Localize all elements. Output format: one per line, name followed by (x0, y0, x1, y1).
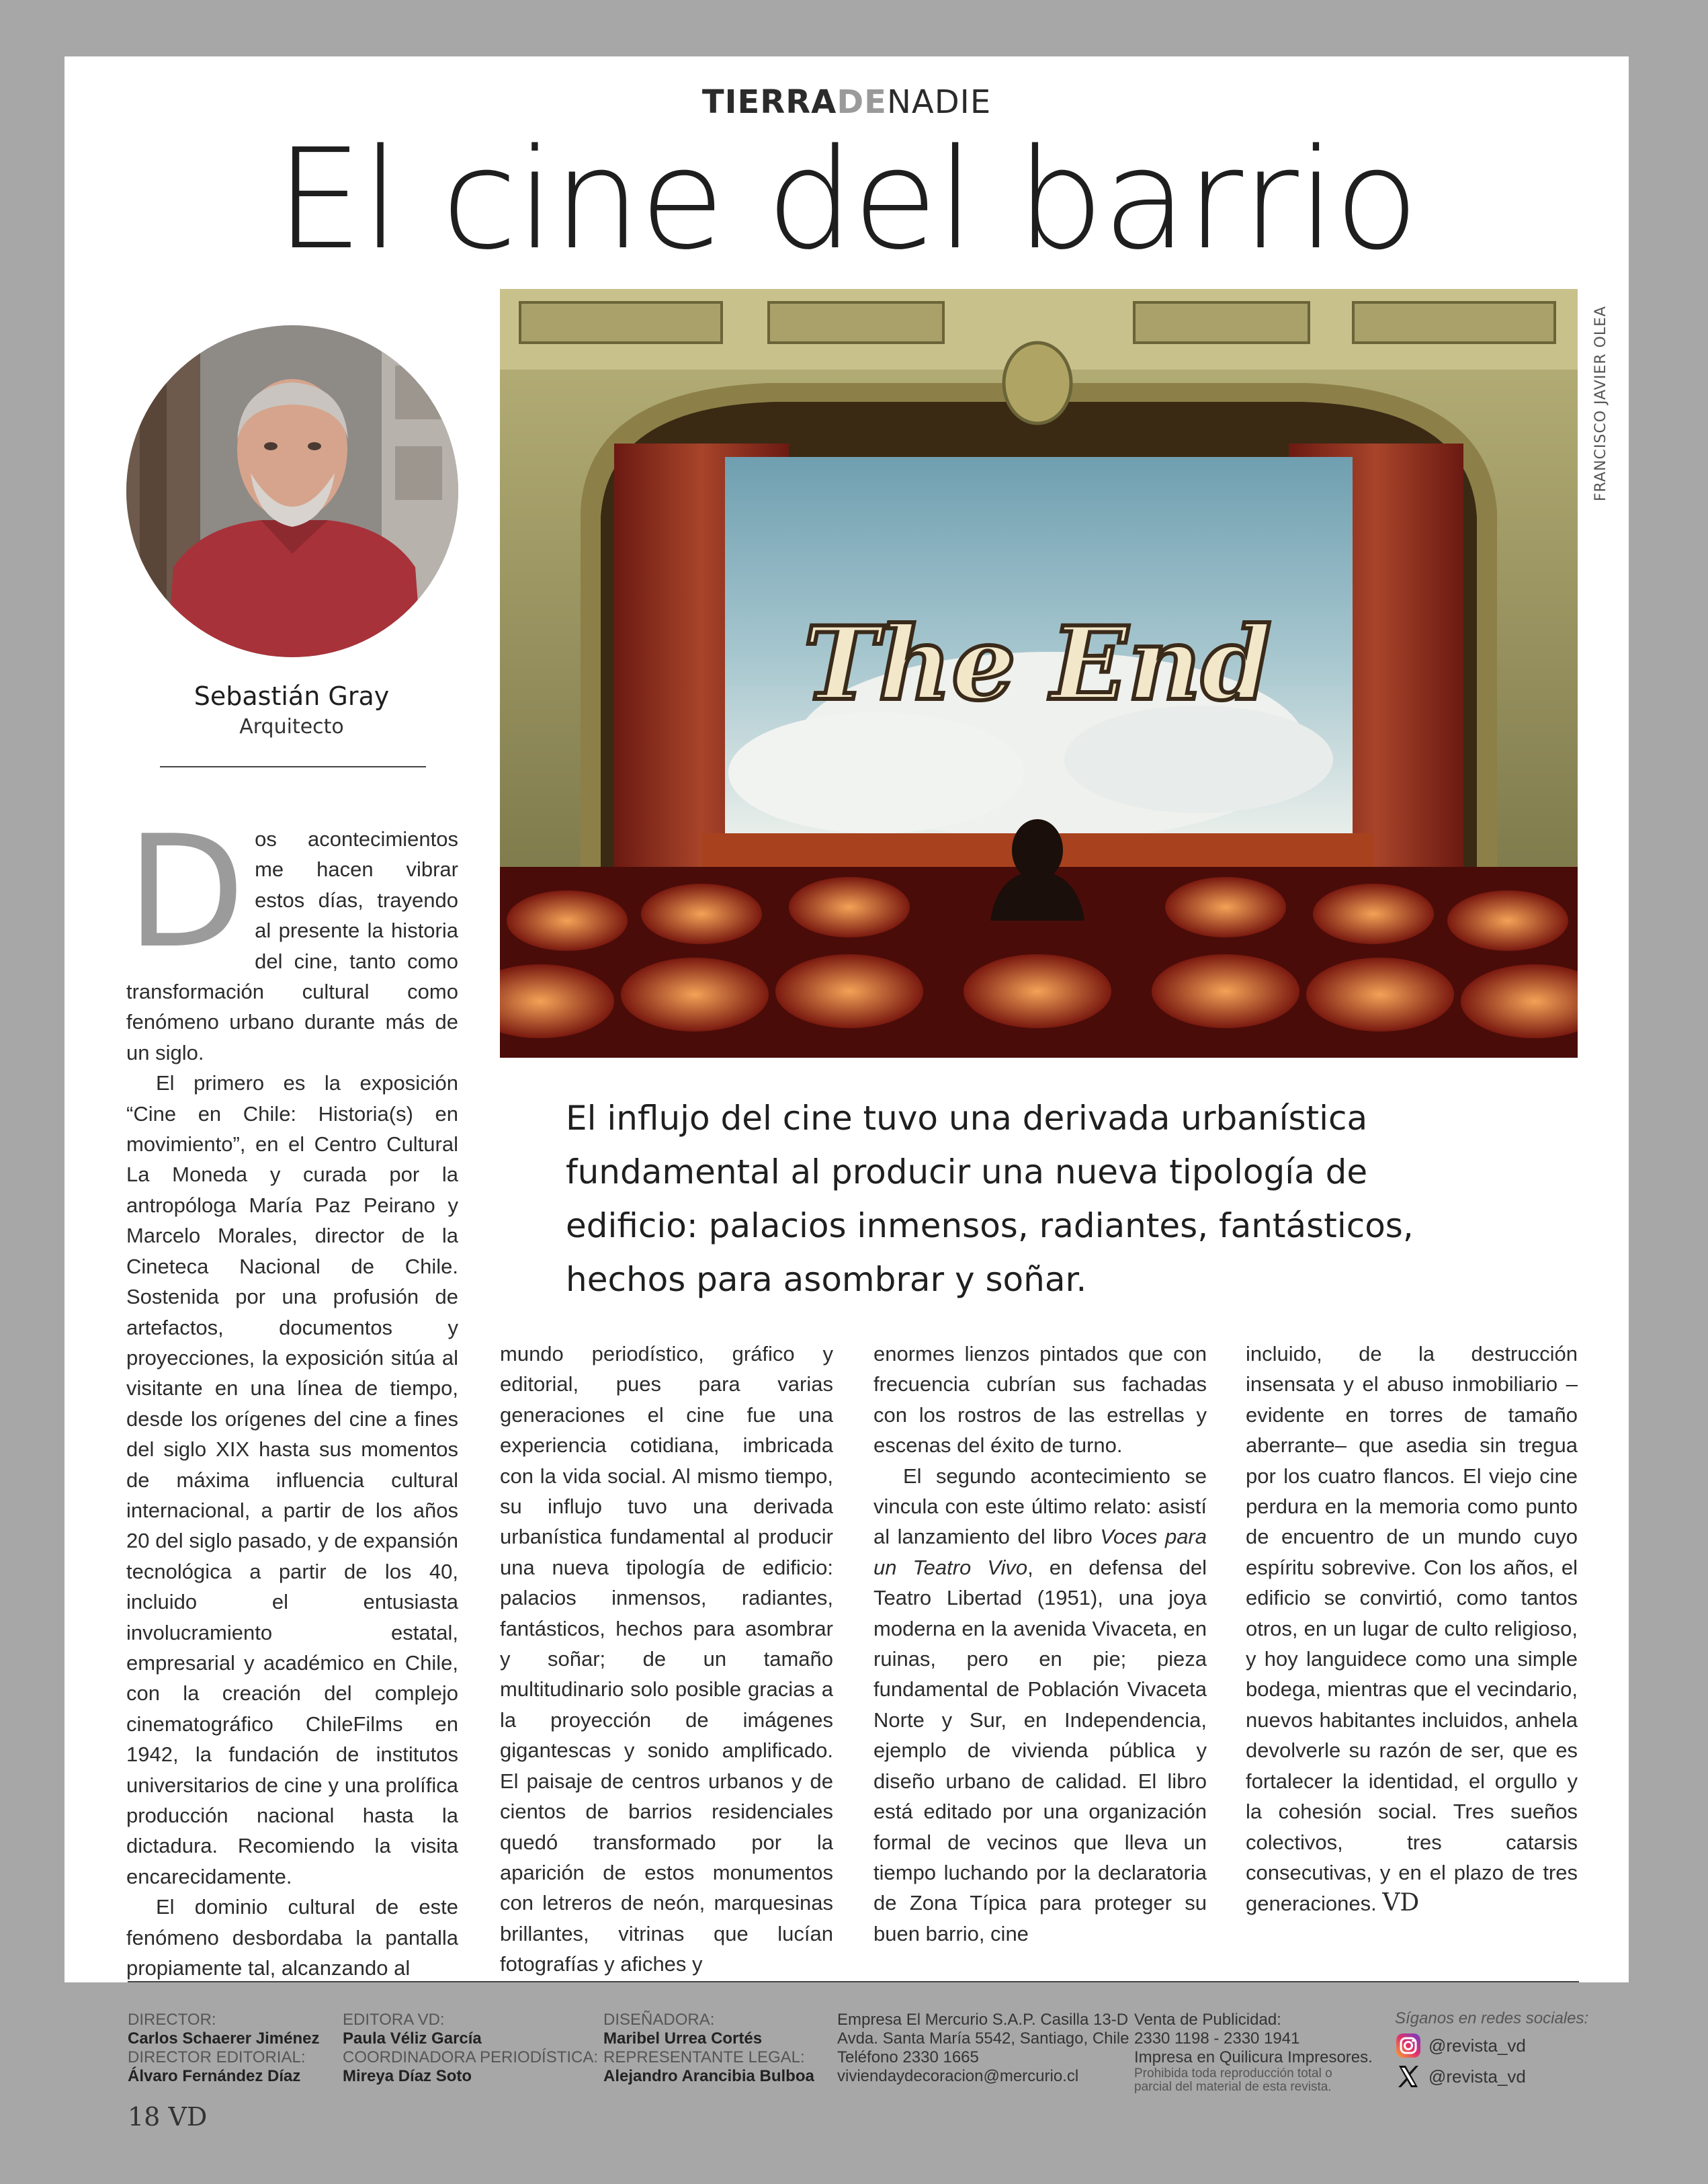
company-line: Avda. Santa María 5542, Santiago, Chile (837, 2029, 1129, 2048)
masthead-company (837, 2011, 1129, 2086)
screen-title-text: The End (803, 605, 1272, 723)
page-footer-number (128, 2102, 207, 2132)
book-title: Voces para un Teatro Vivo (873, 1525, 1207, 1579)
article-column-3 (873, 1339, 1207, 1949)
article-column-2 (500, 1339, 833, 1980)
end-signature: VD (1382, 1889, 1420, 1917)
coordinator-label: COORDINADORA PERIODÍSTICA: (343, 2048, 599, 2066)
editorial-director-name: Álvaro Fernández Díaz (128, 2067, 301, 2085)
article-column-1 (126, 803, 458, 1983)
coordinator-name: Mireya Díaz Soto (343, 2067, 472, 2085)
author-portrait (126, 325, 458, 657)
x-icon (1395, 2063, 1422, 2090)
paragraph: El primero es la exposición “Cine en Chile: Historia(s) en movimiento”, en el Centro Cultural La Moneda y curada por la antropóloga María Paz Peirano y Marcelo Morales, director de la Cineteca Nacional de Chile. Sostenida por una profusión de artefactos, documentos y proyecciones, la exposición sitúa al visitante en una línea de tiempo, desde los orígenes del cine a fines del siglo XIX hasta sus momentos de máxima influencia cultural internacional, a partir de los años 20 del siglo pasado, y de expansión tecnológica a partir de los 40, incluido el entusiasta involucramiento estatal, empresarial y académico en Chile, con la creación del complejo cinematográfico ChileFilms en 1942, la fundación de institutos universitarios de cine y una prolífica producción nacional hasta la dictadura. Recomiendo la visita encarecidamente. (126, 1071, 458, 1888)
paragraph (126, 803, 458, 1068)
legal-rep-name: Alejandro Arancibia Bulboa (603, 2067, 814, 2085)
designer-name: Maribel Urrea Cortés (603, 2029, 763, 2048)
paragraph-text: , en defensa del Teatro Libertad (1951), una joya moderna en la avenida Vivaceta, en ruinas, pero en pie; pieza fundamental de Población Vivaceta Norte y Sur, en Independencia, ejemplo de vivienda pública y diseño urbano de calidad. El libro está editado por una organización formal de vecinos que lleva un tiempo luchando por la declaratoria de Zona Típica para proteger su buen barrio, cine (873, 1555, 1207, 1945)
section-label (65, 83, 1629, 121)
ads-line: 2330 1198 - 2330 1941 (1134, 2029, 1300, 2048)
instagram-handle: @revista_vd (1428, 2035, 1526, 2056)
paragraph: enormes lienzos pintados que con frecuencia cubrían sus fachadas con los rostros de las estrellas y escenas del éxito de turno. (873, 1342, 1207, 1458)
copyright-line: Prohibida toda reproducción total o (1134, 2066, 1332, 2081)
brand-logo: VD (168, 2102, 208, 2132)
x-link[interactable] (1395, 2063, 1588, 2090)
masthead-director (128, 2011, 319, 2086)
article-column-4 (1246, 1339, 1578, 1919)
pull-quote: El influjo del cine tuvo una derivada urbanística fundamental al producir una nueva tipología de edificio: palacios inmensos, radiantes, fantásticos, hechos para asombrar y soñar. (566, 1099, 1414, 1299)
section-label-part2: DE (837, 83, 887, 121)
company-line: Empresa El Mercurio S.A.P. Casilla 13-D (837, 2011, 1129, 2029)
social-links (1395, 2009, 1588, 2090)
designer-label: DISEÑADORA: (603, 2011, 715, 2029)
instagram-link[interactable] (1395, 2032, 1588, 2059)
social-heading: Síganos en redes sociales: (1395, 2009, 1589, 2027)
paragraph (1246, 1339, 1578, 1919)
section-label-part3: NADIE (886, 83, 992, 121)
photo-credit (1576, 289, 1610, 511)
editor-label: EDITORA VD: (343, 2011, 445, 2029)
author-divider (160, 766, 426, 767)
x-handle: @revista_vd (1428, 2066, 1526, 2087)
paragraph: El dominio cultural de este fenómeno desbordaba la pantalla propiamente tal, alcanzando al (126, 1895, 458, 1980)
director-name: Carlos Schaerer Jiménez (128, 2029, 320, 2048)
company-email: viviendaydecoracion@mercurio.cl (837, 2067, 1079, 2085)
drop-cap: D (126, 803, 246, 982)
legal-rep-label: REPRESENTANTE LEGAL: (603, 2048, 805, 2066)
paragraph-text: El segundo acontecimiento se vincula con este último relato: asistí al lanzamiento del libro (873, 1464, 1207, 1549)
author-portrait-image (126, 325, 458, 657)
article-photo (500, 289, 1578, 1058)
instagram-icon (1395, 2032, 1422, 2059)
author-role: Arquitecto (239, 715, 344, 739)
page-number: 18 (128, 2102, 161, 2132)
paragraph: mundo periodístico, gráfico y editorial, pues para varias generaciones el cine fue una experiencia cotidiana, imbricada con la vida social. Al mismo tiempo, su influjo tuvo una derivada urbanística fundamental al producir una nueva tipología de edificio: palacios inmensos, radiantes, fantásticos, hechos para asombrar y soñar; de un tamaño multitudinario solo posible gracias a la proyección de imágenes gigantescas y sonido amplificado. El paisaje de centros urbanos y de cientos de barrios residenciales quedó transformado por la aparición de estos monumentos con letreros de neón, marquesinas brillantes, vitrinas que lucían fotografías y afiches y (500, 1342, 833, 1976)
section-label-part1: TIERRA (701, 83, 837, 121)
ads-line: Impresa en Quilicura Impresores. (1134, 2048, 1373, 2066)
ads-line: Venta de Publicidad: (1134, 2011, 1281, 2029)
paragraph-text: os acontecimientos me hacen vibrar estos días, trayendo al presente la historia del cine, tanto como transformación cultural como fenómeno urbano durante más de un siglo. (126, 827, 458, 1064)
masthead-footer (0, 1981, 1708, 2184)
editorial-director-label: DIRECTOR EDITORIAL: (128, 2048, 306, 2066)
author-name: Sebastián Gray (194, 681, 390, 711)
cinema-theater-image (500, 289, 1578, 1058)
photo-credit-text: FRANCISCO JAVIER OLEA (1592, 305, 1609, 501)
masthead-editors (343, 2011, 598, 2086)
article-page (65, 56, 1629, 1982)
editor-name: Paula Véliz García (343, 2029, 482, 2048)
company-line: Teléfono 2330 1665 (837, 2048, 979, 2066)
paragraph (873, 1461, 1207, 1949)
director-label: DIRECTOR: (128, 2011, 216, 2029)
copyright-line: parcial del material de esta revista. (1134, 2080, 1332, 2094)
masthead-ads (1134, 2011, 1373, 2094)
paragraph-text: incluido, de la destrucción insensata y el abuso inmobiliario –evidente en torres de tamaño aberrante– que asedia sin tregua por los cuatro flancos. El viejo cine perdura en la memoria como punto de encuentro de un mundo cuyo espíritu sobrevive. Con los años, el edificio se convirtió, como tantos otros, en un lugar de culto religioso, y hoy languidece como una simple bodega, mientras que el vecindario, nuevos habitantes incluidos, anhela devolverle su razón de ser, que es fortalecer la identidad, el orgullo y la cohesión social. Tres sueños colectivos, tres catarsis consecutivas, y en el plazo de tres generaciones. (1246, 1342, 1578, 1916)
article-title: El cine del barrio (275, 119, 1418, 280)
footer-divider (128, 1981, 1579, 1982)
masthead-design (603, 2011, 814, 2086)
